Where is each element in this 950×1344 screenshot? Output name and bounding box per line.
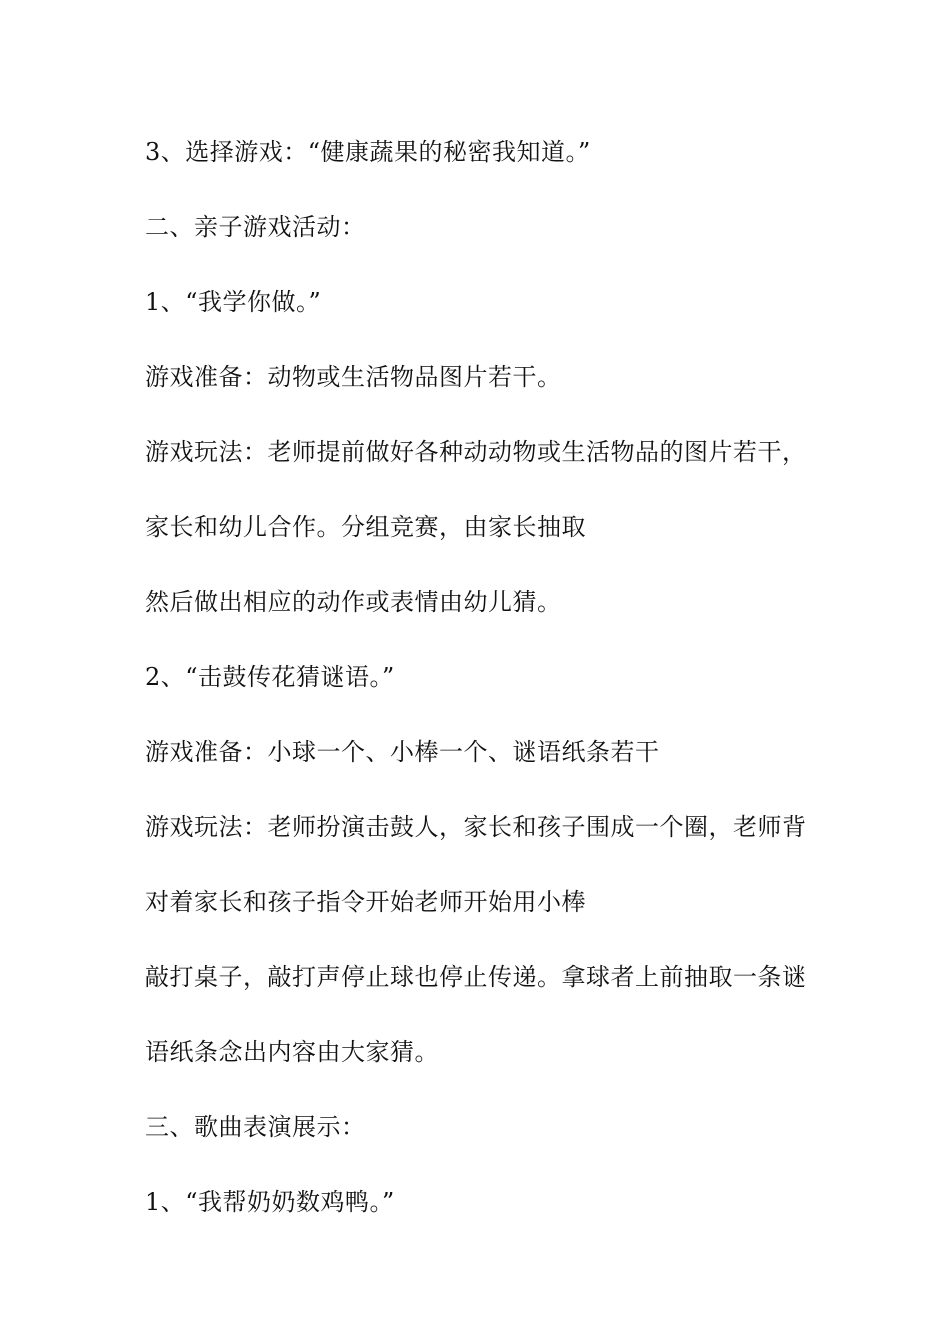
game-2-rules-line-3: 敲打桌子，敲打声停止球也停止传递。拿球者上前抽取一条谜 — [145, 963, 807, 991]
game-1-rules-line-2: 家长和幼儿合作。分组竞赛，由家长抽取 — [145, 513, 586, 541]
game-1-preparation: 游戏准备：动物或生活物品图片若干。 — [145, 363, 562, 391]
game-1-title: 1、“我学你做。” — [145, 288, 322, 316]
game-2-preparation: 游戏准备：小球一个、小棒一个、谜语纸条若干 — [145, 738, 660, 766]
game-2-rules-line-1: 游戏玩法：老师扮演击鼓人，家长和孩子围成一个圈，老师背 — [145, 813, 807, 841]
game-1-rules-line-3: 然后做出相应的动作或表情由幼儿猜。 — [145, 588, 562, 616]
game-1-rules-line-1: 游戏玩法：老师提前做好各种动动物或生活物品的图片若干， — [145, 438, 807, 466]
section-heading-parent-child-games: 二、亲子游戏活动： — [145, 213, 366, 241]
section-heading-song-performance: 三、歌曲表演展示： — [145, 1113, 366, 1141]
game-2-rules-line-2: 对着家长和孩子指令开始老师开始用小棒 — [145, 888, 586, 916]
game-2-rules-line-4: 语纸条念出内容由大家猜。 — [145, 1038, 439, 1066]
section-item-3-choose-game: 3、选择游戏：“健康蔬果的秘密我知道。” — [145, 138, 591, 166]
song-1-title: 1、“我帮奶奶数鸡鸭。” — [145, 1188, 395, 1216]
game-2-title: 2、“击鼓传花猜谜语。” — [145, 663, 395, 691]
